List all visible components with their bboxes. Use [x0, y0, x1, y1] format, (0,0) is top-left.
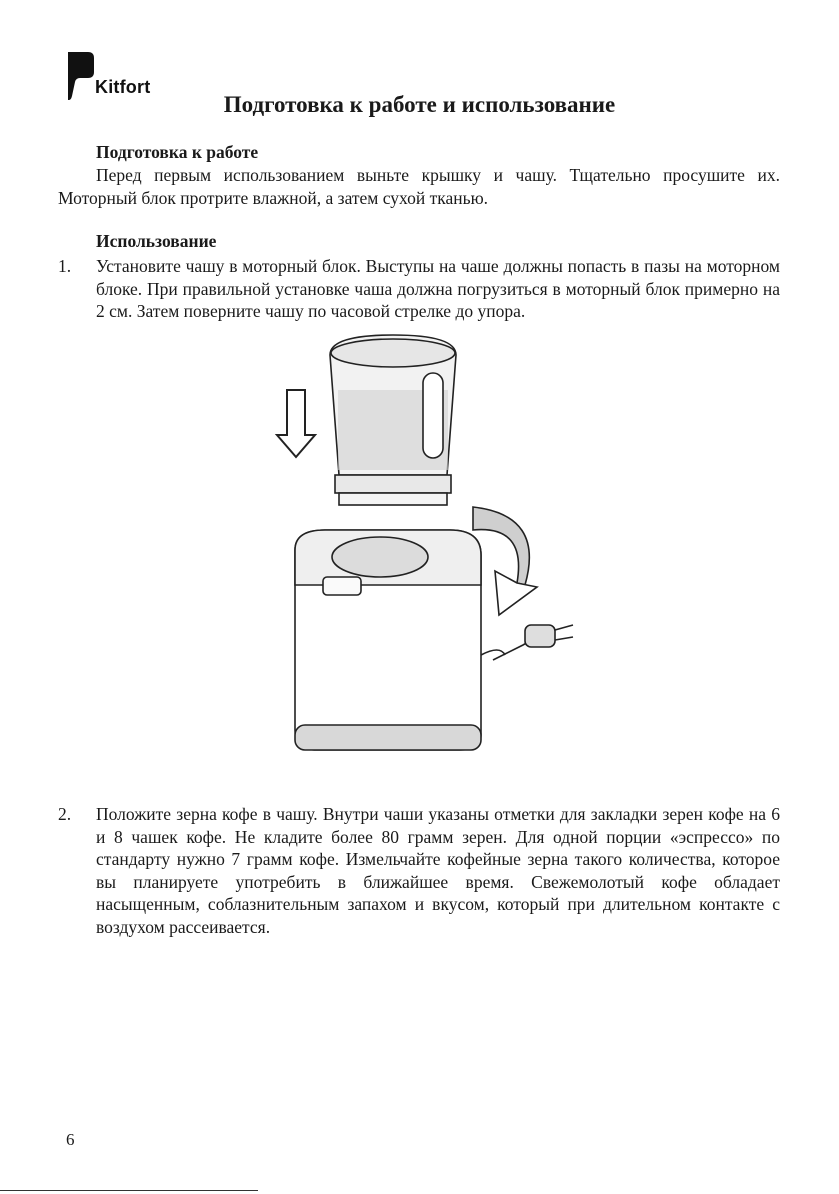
logo-wordmark: Kitfort — [95, 77, 151, 97]
step-number: 2. — [58, 804, 72, 824]
bowl-drawing — [330, 335, 456, 505]
grinder-assembly-illustration — [255, 325, 595, 770]
motor-unit-drawing — [295, 530, 573, 750]
rotate-arrow-icon — [473, 507, 537, 615]
page-title: Подготовка к работе и использование — [223, 92, 616, 117]
down-arrow-icon — [277, 390, 315, 457]
footer-rule — [0, 1190, 258, 1191]
step-text: Установите чашу в моторный блок. Выступы на чаше должны попасть в пазы на моторном блоке. При правильной установке чаша должна погрузиться в моторный блок примерно на 2 см. Затем поверните чашу по часовой стрелке до упора. — [96, 256, 780, 321]
step-text: Положите зерна кофе в чашу. Внутри чаши указаны отметки для закладки зерен кофе на 6 и 8 чашек кофе. Не кладите более 80 грамм зерен. Для одной порции «эспрессо» по стандарту нужно 7 грамм кофе. Измельчайте кофейные зерна такого количества, которое вы планируете употребить в ближайшее время. Свежемолотый кофе обладает насыщенным, соблазнительным запахом и вкусом, который при длительном контакте с воздухом рассеивается. — [96, 804, 780, 937]
preparation-paragraph: Перед первым использованием выньте крышку и чашу. Тщательно просушите их. Моторный блок протрите влажной, а затем сухой тканью. — [58, 165, 780, 208]
page-number: 6 — [66, 1130, 75, 1149]
usage-step — [58, 803, 780, 938]
step-number: 1. — [58, 256, 72, 276]
section-heading-preparation: Подготовка к работе — [96, 142, 259, 162]
section-heading-usage: Использование — [96, 231, 217, 251]
usage-step — [58, 255, 780, 323]
